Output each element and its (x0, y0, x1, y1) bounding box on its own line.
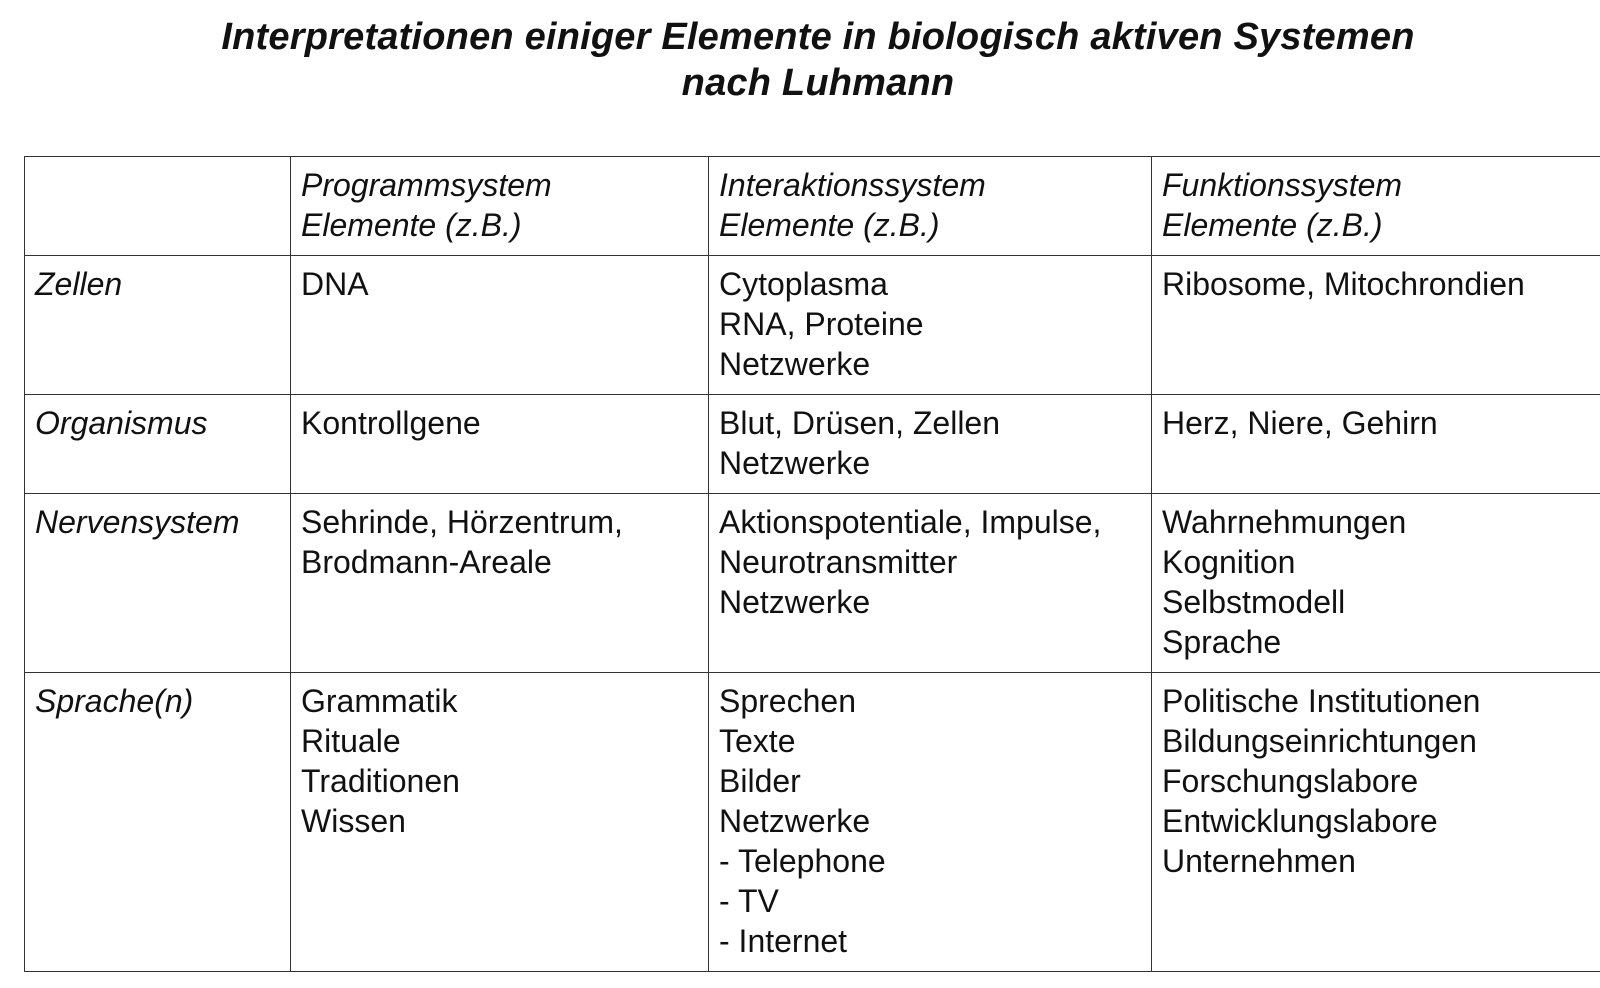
header-cell-funktionssystem (1152, 157, 1600, 256)
table-row (25, 494, 1600, 673)
cell-line: Ribosome, Mitochrondien (1162, 266, 1525, 302)
cell-line: Selbstmodell (1162, 584, 1346, 620)
cell-line: Bildungseinrichtungen (1162, 723, 1477, 759)
table-cell (709, 395, 1152, 494)
cell-line: RNA, Proteine (719, 306, 924, 342)
cell-line: Sprechen (719, 683, 856, 719)
header-cell-interaktionssystem (709, 157, 1152, 256)
table-cell (709, 673, 1152, 972)
cell-line: Sprache (1162, 624, 1282, 660)
cell-line: Kontrollgene (301, 405, 481, 441)
table-row (25, 256, 1600, 395)
page-title (0, 14, 1600, 106)
header-text: Elemente (z.B.) (1162, 207, 1383, 243)
cell-line: DNA (301, 266, 369, 302)
cell-line: Netzwerke (719, 584, 871, 620)
cell-line: Unternehmen (1162, 843, 1356, 879)
table-cell (291, 256, 709, 395)
table-cell (291, 395, 709, 494)
row-label: Nervensystem (25, 494, 291, 673)
cell-line: Aktionspotentiale, Impulse, (719, 504, 1102, 540)
header-cell-empty (25, 157, 291, 256)
cell-line: Politische Institutionen (1162, 683, 1481, 719)
table-cell (1152, 673, 1600, 972)
table-cell (291, 673, 709, 972)
cell-line: Herz, Niere, Gehirn (1162, 405, 1438, 441)
table-cell (1152, 256, 1600, 395)
cell-line: Wissen (301, 803, 406, 839)
cell-line: Netzwerke (719, 445, 871, 481)
header-text: Funktionssystem (1162, 167, 1403, 203)
title-line-2: nach Luhmann (681, 62, 955, 104)
cell-line: Rituale (301, 723, 401, 759)
table-cell (291, 494, 709, 673)
table-cell (1152, 395, 1600, 494)
cell-line: Blut, Drüsen, Zellen (719, 405, 1001, 441)
table-row (25, 673, 1600, 972)
header-text: Elemente (z.B.) (719, 207, 940, 243)
cell-line: Netzwerke (719, 346, 871, 382)
cell-line: Neurotransmitter (719, 544, 958, 580)
cell-line: - Telephone (719, 843, 886, 879)
table-cell (709, 256, 1152, 395)
row-label: Zellen (25, 256, 291, 395)
table-cell (1152, 494, 1600, 673)
luhmann-systems-table (24, 156, 1600, 972)
table-cell (709, 494, 1152, 673)
cell-line: Bilder (719, 763, 801, 799)
cell-line: Netzwerke (719, 803, 871, 839)
table-row (25, 395, 1600, 494)
table-header-row (25, 157, 1600, 256)
row-label: Organismus (25, 395, 291, 494)
cell-line: Cytoplasma (719, 266, 888, 302)
cell-line: Texte (719, 723, 796, 759)
cell-line: Brodmann-Areale (301, 544, 552, 580)
header-text: Interaktionssystem (719, 167, 986, 203)
header-text: Programmsystem (301, 167, 552, 203)
cell-line: - Internet (719, 923, 848, 959)
header-cell-programmsystem (291, 157, 709, 256)
row-label: Sprache(n) (25, 673, 291, 972)
cell-line: - TV (719, 883, 779, 919)
cell-line: Wahrnehmungen (1162, 504, 1407, 540)
header-text: Elemente (z.B.) (301, 207, 522, 243)
cell-line: Entwicklungslabore (1162, 803, 1438, 839)
cell-line: Sehrinde, Hörzentrum, (301, 504, 623, 540)
cell-line: Traditionen (301, 763, 460, 799)
cell-line: Kognition (1162, 544, 1296, 580)
cell-line: Grammatik (301, 683, 458, 719)
cell-line: Forschungslabore (1162, 763, 1419, 799)
title-line-1: Interpretationen einiger Elemente in biologisch aktiven Systemen (221, 16, 1415, 58)
